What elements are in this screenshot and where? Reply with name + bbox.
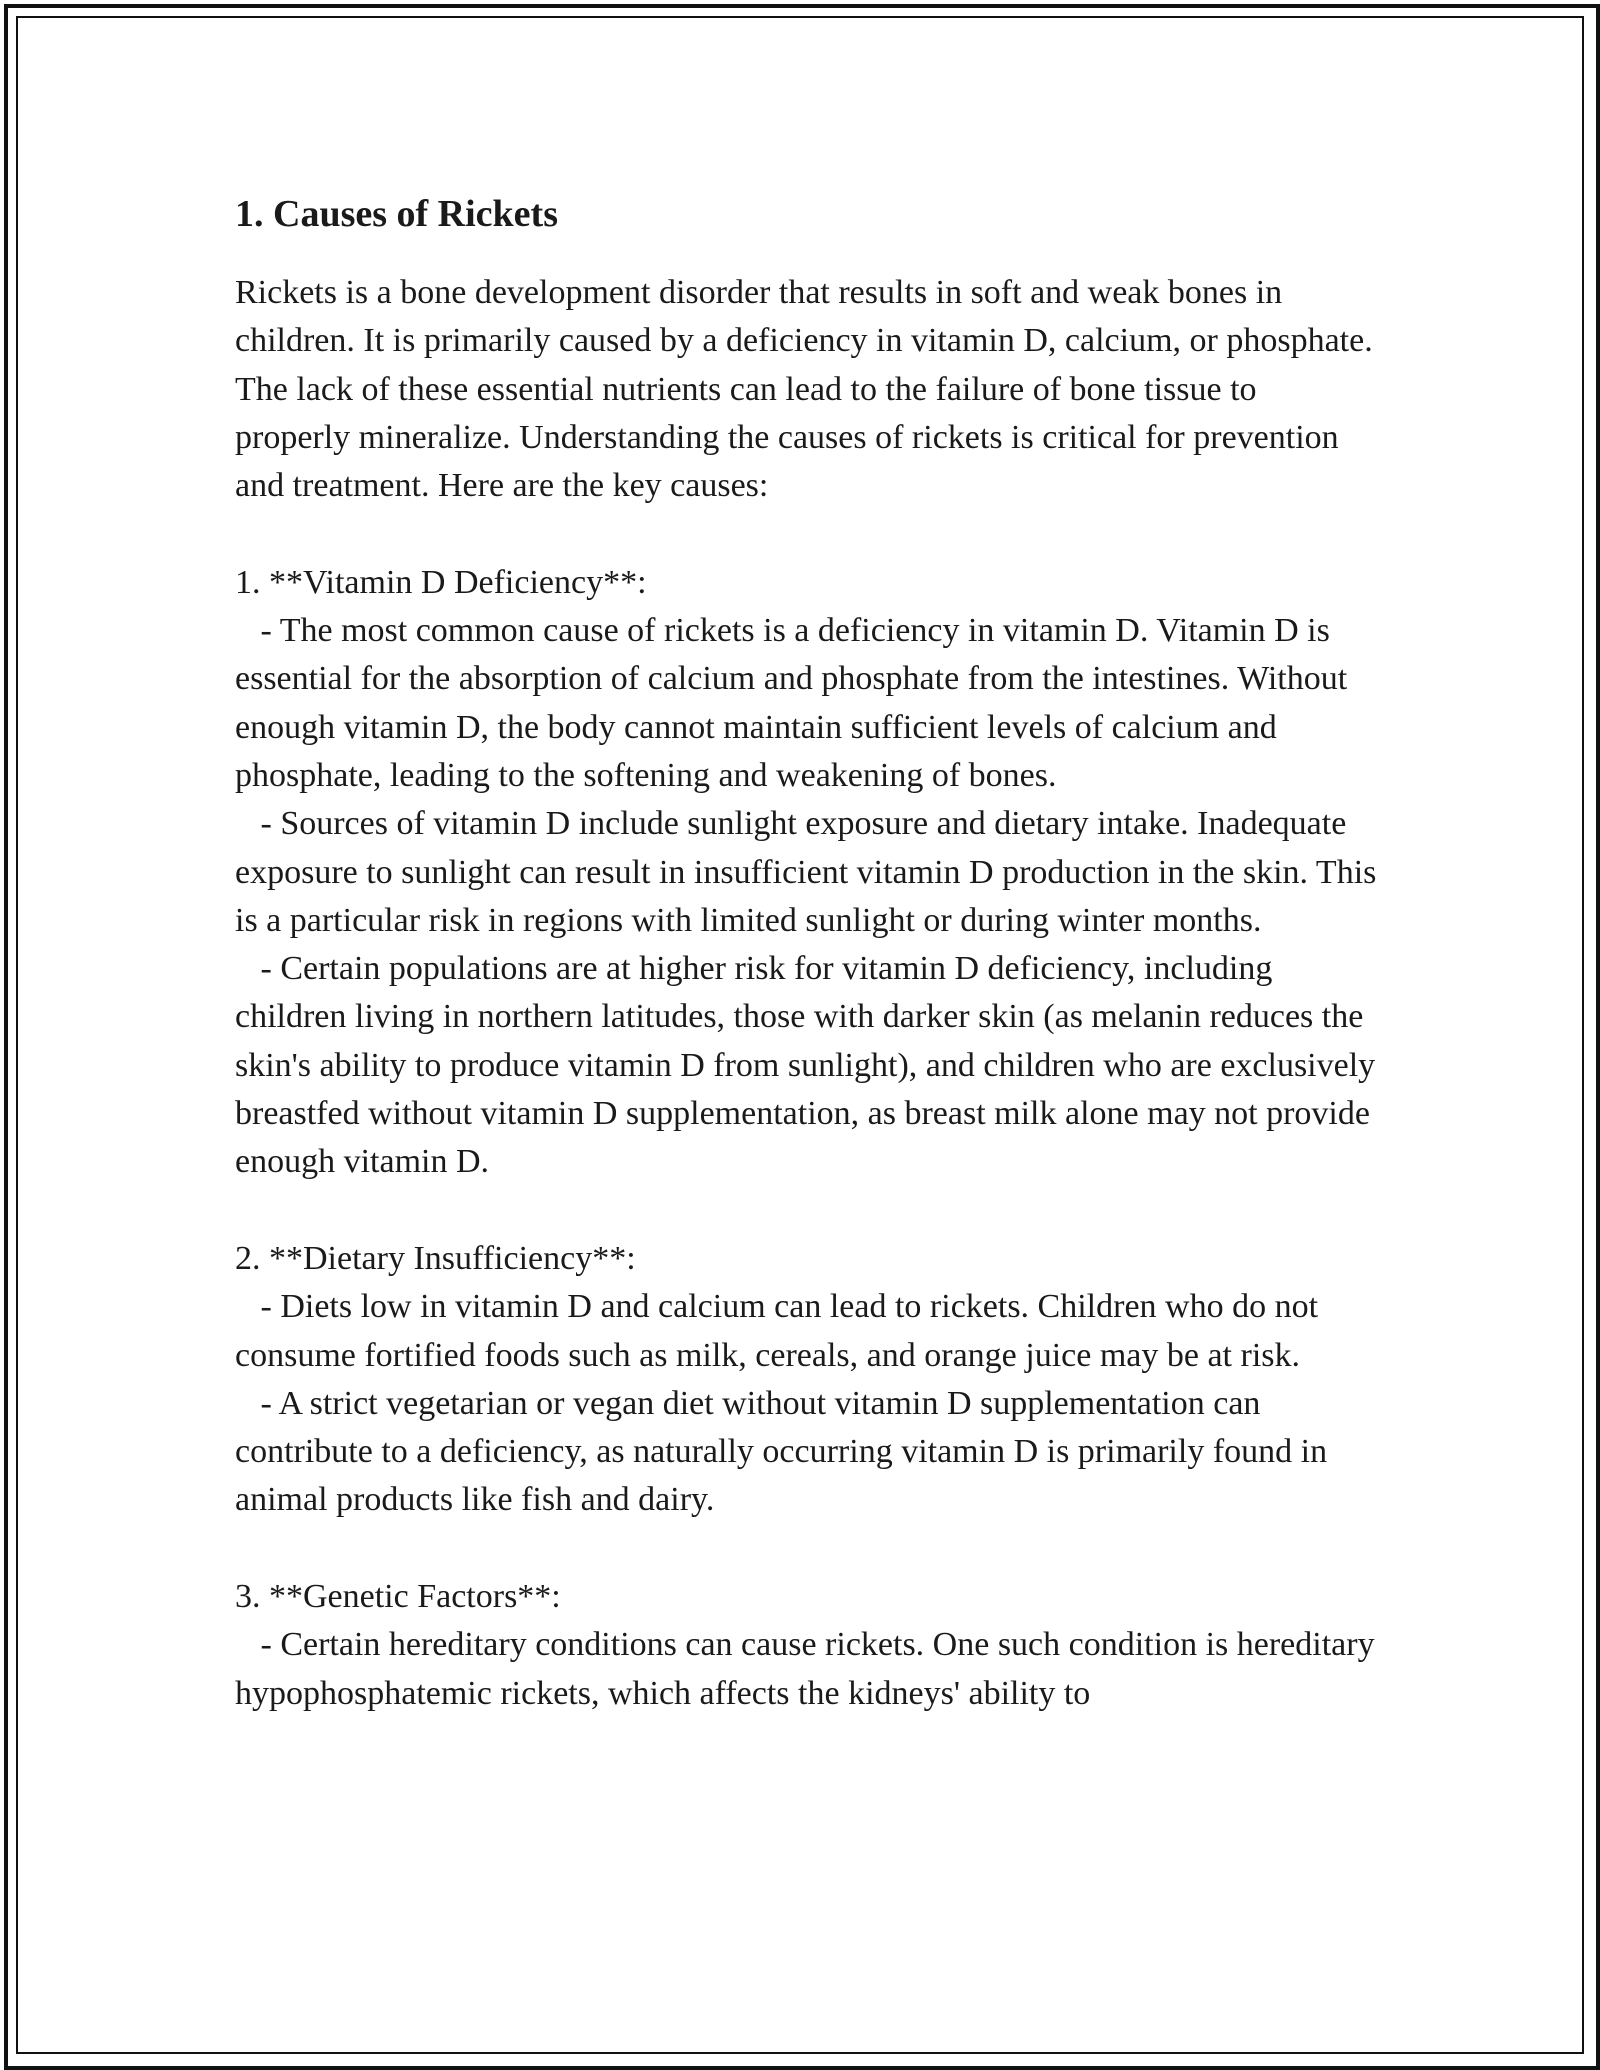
cause-point: - Certain populations are at higher risk for vitamin D deficiency, including children living in northern latitudes, those with darker skin (as melanin reduces the skin's ability to produce vitamin D from sunlight), and children who are exclusively breastfed without vitamin D supplementation, as breast milk alone may not provide enough vitamin D. <box>235 950 1384 1181</box>
cause-title-genetic: 3. **Genetic Factors**: <box>235 1578 561 1616</box>
cause-title-dietary: 2. **Dietary Insufficiency**: <box>235 1239 636 1277</box>
blank-line <box>235 1187 1380 1235</box>
blank-line <box>235 1525 1380 1573</box>
cause-point: - Certain hereditary conditions can cause rickets. One such condition is hereditary hypophosphatemic rickets, which affects the kidneys' ability to <box>235 1626 1384 1712</box>
cause-point: - Diets low in vitamin D and calcium can lead to rickets. Children who do not consume fortified foods such as milk, cereals, and orange juice may be at risk. <box>235 1288 1327 1374</box>
cause-point: - The most common cause of rickets is a deficiency in vitamin D. Vitamin D is essential for the absorption of calcium and phosphate from the intestines. Without enough vitamin D, the body cannot maintain sufficient levels of calcium and phosphate, leading to the softening and weakening of bones. <box>235 612 1356 794</box>
section-heading: 1. Causes of Rickets <box>235 193 558 235</box>
intro-paragraph: Rickets is a bone development disorder that results in soft and weak bones in children. It is primarily caused by a deficiency in vitamin D, calcium, or phosphate. The lack of these essential nutrients can lead to the failure of bone tissue to properly mineralize. Understanding the causes of rickets is critical for prevention and treatment. Here are the key causes: <box>235 274 1381 505</box>
blank-line <box>235 510 1380 558</box>
cause-title-vitamin-d: 1. **Vitamin D Deficiency**: <box>235 563 647 601</box>
cause-point: - A strict vegetarian or vegan diet without vitamin D supplementation can contribute to a deficiency, as naturally occurring vitamin D is primarily found in animal products like fish and dairy. <box>235 1384 1336 1519</box>
cause-point: - Sources of vitamin D include sunlight exposure and dietary intake. Inadequate exposure to sunlight can result in insufficient vitamin D production in the skin. This is a particular risk in regions with limited sunlight or during winter months. <box>235 805 1385 939</box>
document-body <box>235 185 1385 1718</box>
